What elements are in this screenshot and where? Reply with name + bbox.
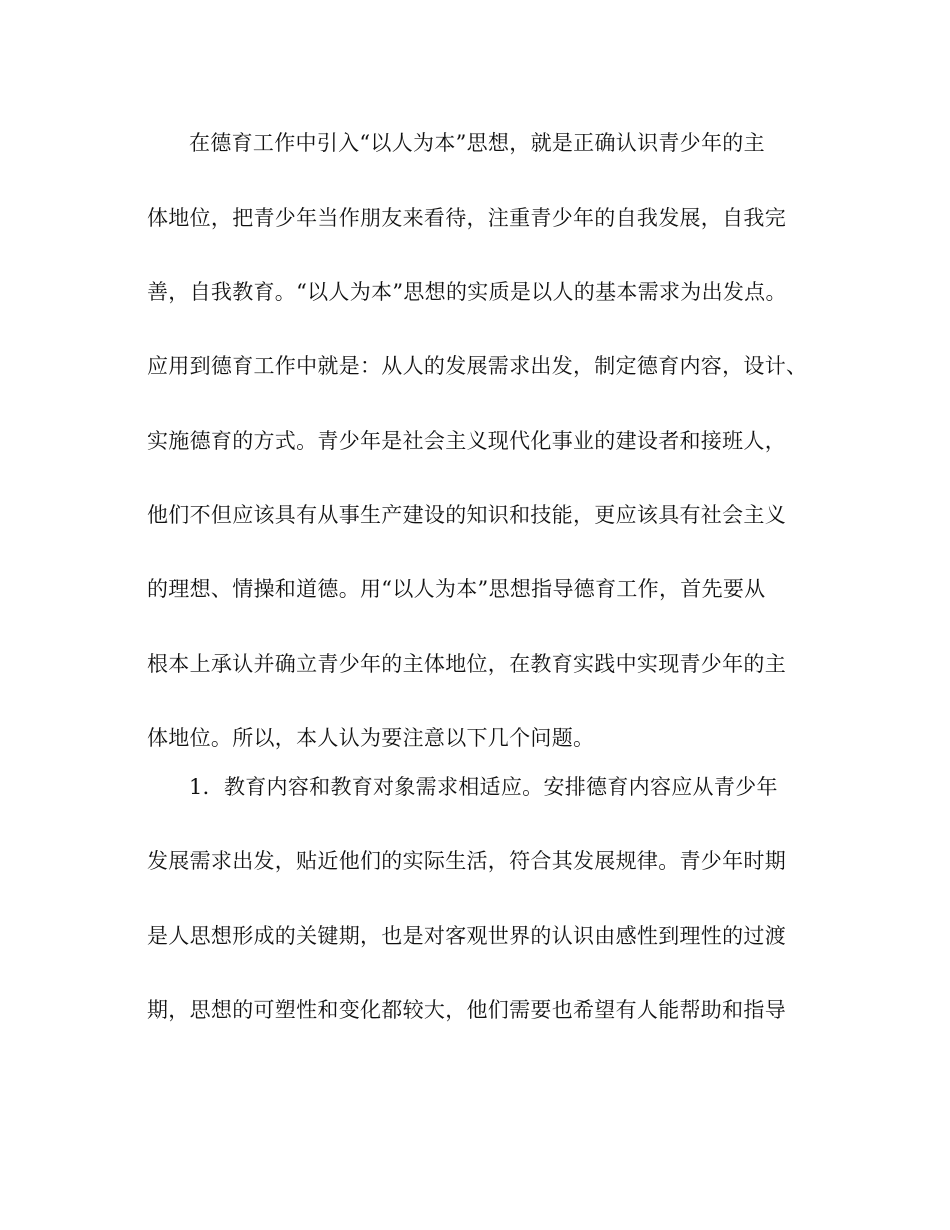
paragraph-1-line-5: 实施德育的方式。青少年是社会主义现代化事业的建设者和接班人， [147,429,786,453]
paragraph-1-line-4: 应用到德育工作中就是：从人的发展需求出发，制定德育内容，设计、 [147,354,808,378]
paragraph-1-line-6: 他们不但应该具有从事生产建设的知识和技能，更应该具有社会主义 [147,503,786,527]
paragraph-2-line-2: 发展需求出发，贴近他们的实际生活，符合其发展规律。青少年时期 [147,849,786,873]
paragraph-1-line-3: 善，自我教育。“以人为本”思想的实质是以人的基本需求为出发点。 [147,280,787,304]
paragraph-2-line-3: 是人思想形成的关键期，也是对客观世界的认识由感性到理性的过渡 [147,924,786,948]
paragraph-1-line-8: 根本上承认并确立青少年的主体地位，在教育实践中实现青少年的主 [147,652,786,676]
paragraph-1-line-1: 在德育工作中引入“以人为本”思想，就是正确认识青少年的主 [189,131,765,155]
paragraph-1-line-2: 体地位，把青少年当作朋友来看待，注重青少年的自我发展，自我完 [147,206,786,230]
paragraph-1-line-7: 的理想、情操和道德。用“以人为本”思想指导德育工作，首先要从 [147,577,766,601]
paragraph-1-line-9: 体地位。所以，本人认为要注意以下几个问题。 [147,726,595,750]
paragraph-2-line-1: 1．教育内容和教育对象需求相适应。安排德育内容应从青少年 [189,775,778,799]
paragraph-2-line-4: 期，思想的可塑性和变化都较大，他们需要也希望有人能帮助和指导 [147,998,786,1022]
